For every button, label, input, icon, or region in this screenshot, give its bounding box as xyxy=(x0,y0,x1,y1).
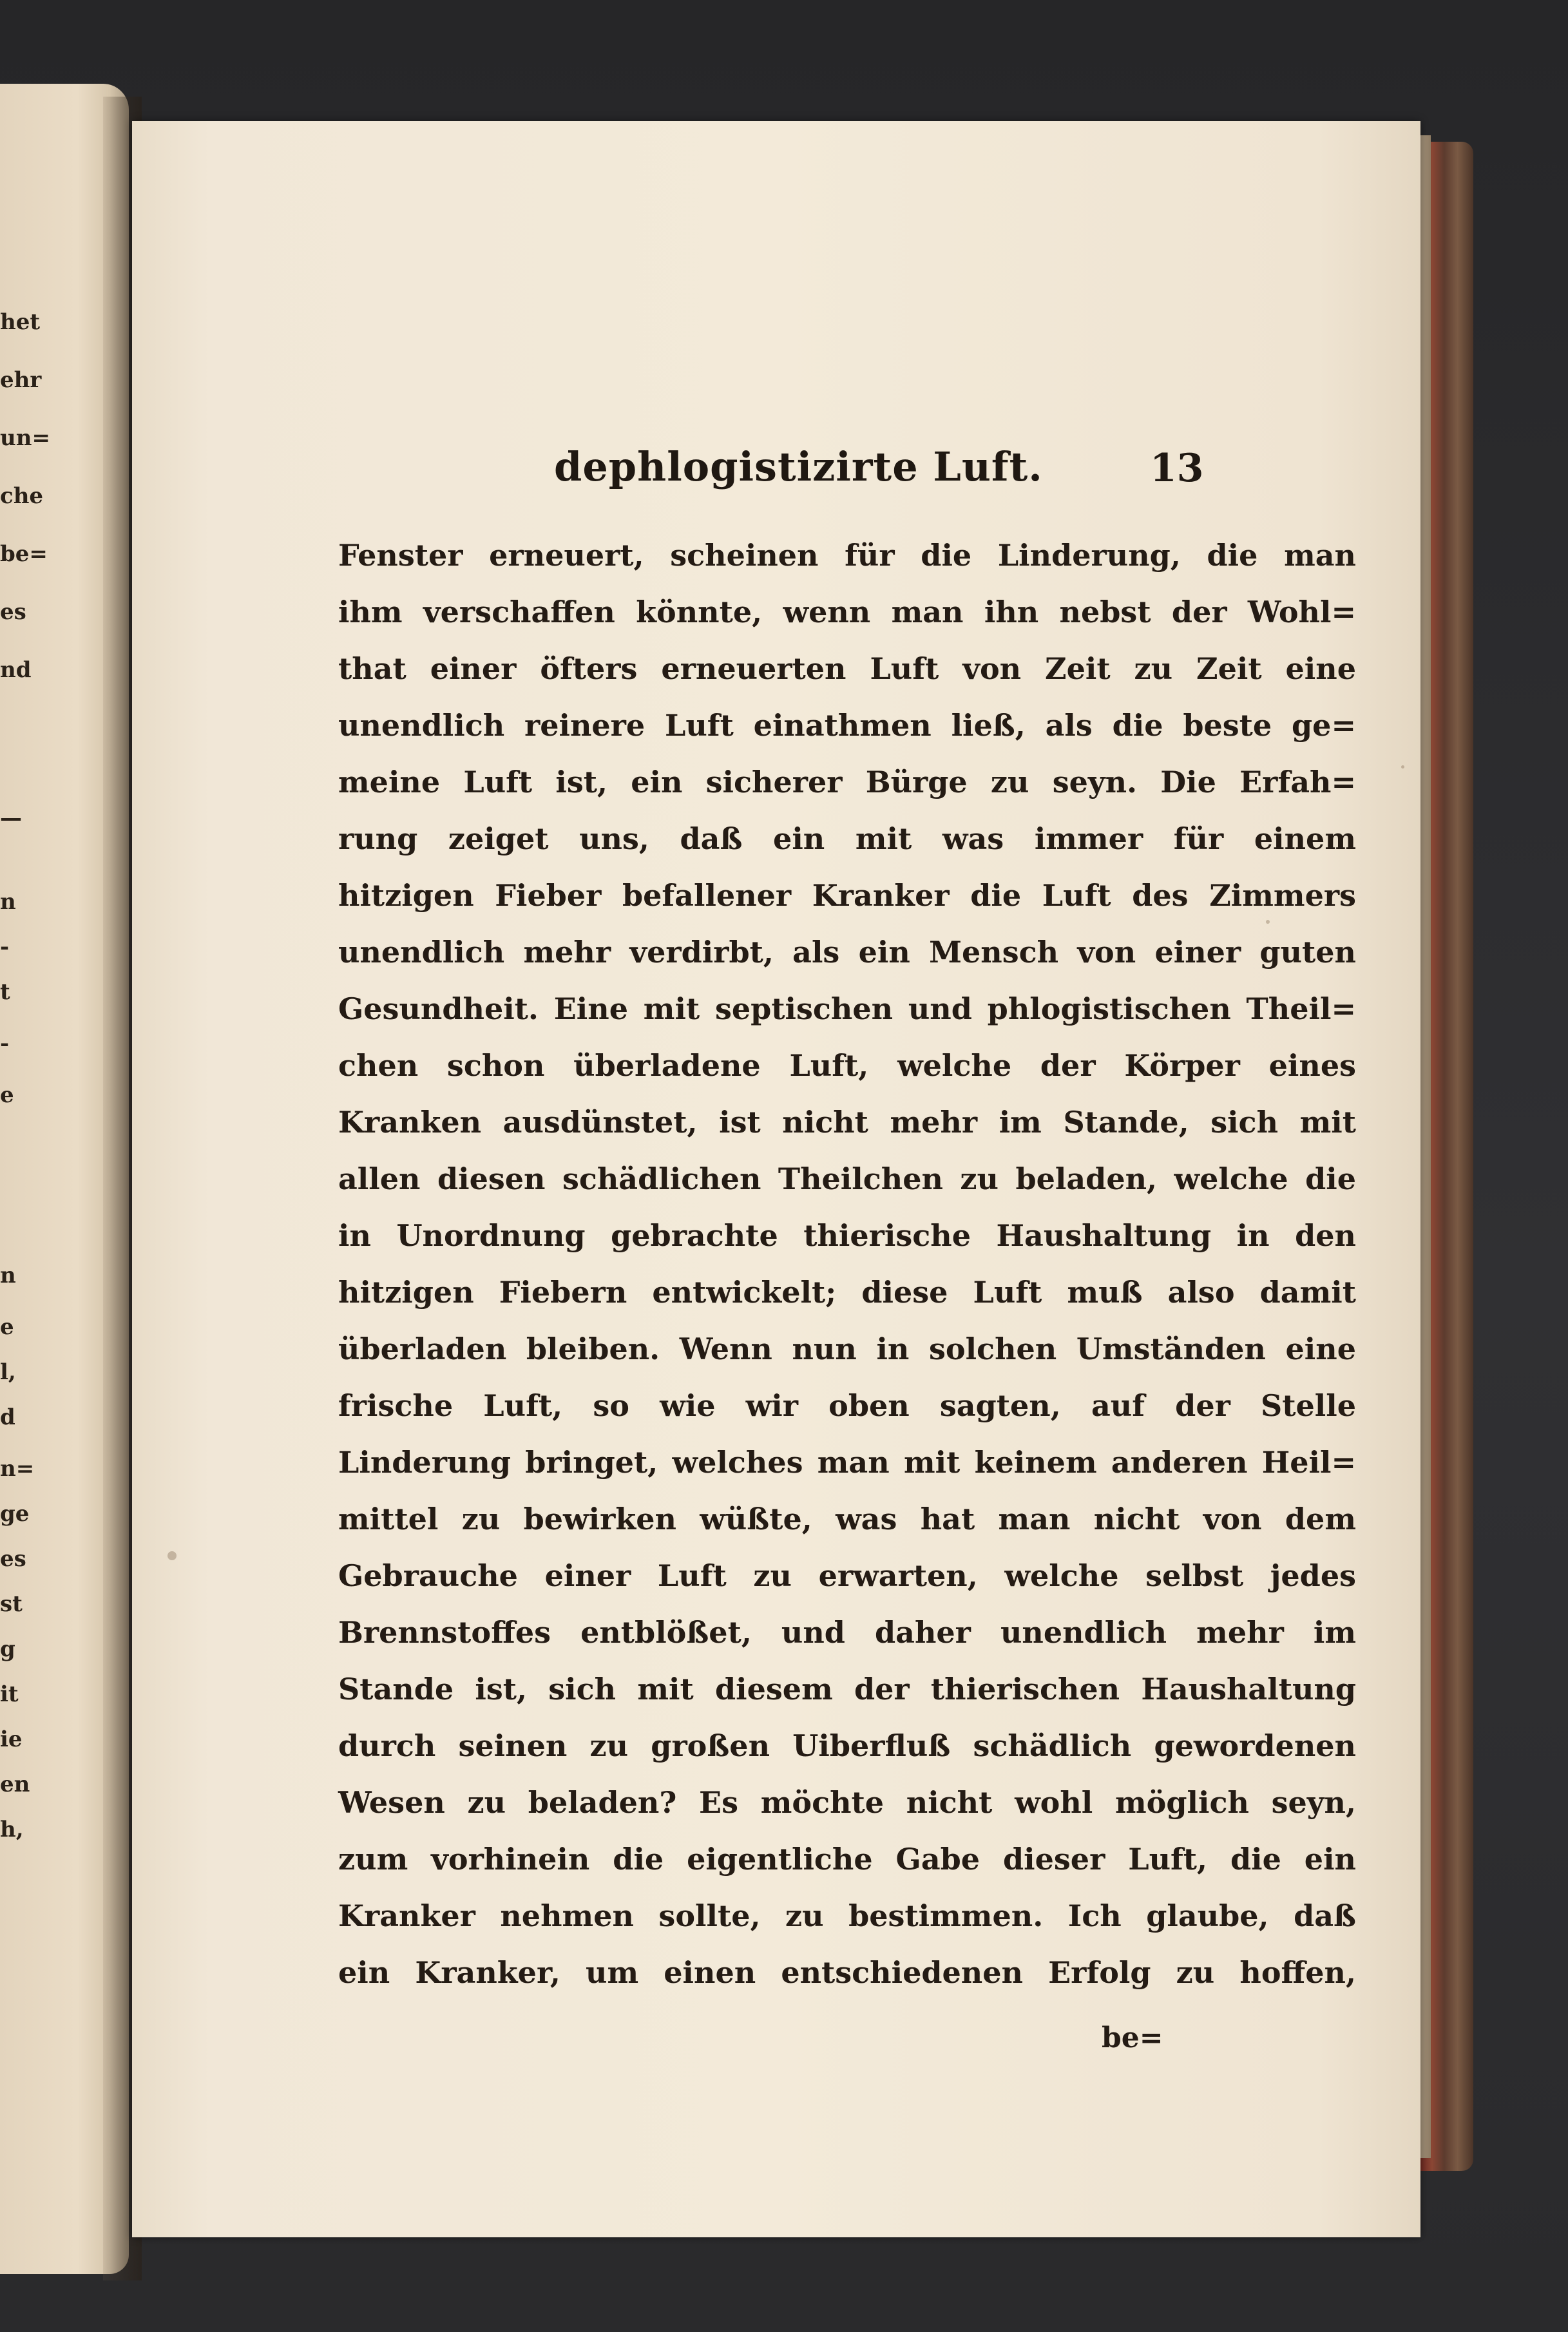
text-line: Gesundheit. Eine mit septischen und phlogistischen Theil= xyxy=(338,991,1356,1026)
facing-page-fragment: ge xyxy=(0,1501,30,1527)
facing-page-fragment: it xyxy=(0,1681,19,1707)
facing-page-fragment: - xyxy=(0,934,10,960)
text-line: Wesen zu beladen? Es möchte nicht wohl möglich seyn, xyxy=(338,1785,1356,1820)
facing-page-fragment: n= xyxy=(0,1456,35,1482)
page-number: 13 xyxy=(1150,446,1204,491)
text-line: rung zeiget uns, daß ein mit was immer für einem xyxy=(338,821,1356,856)
running-head xyxy=(132,443,1420,495)
text-line: zum vorhinein die eigentliche Gabe dieser Luft, die ein xyxy=(338,1842,1356,1877)
facing-page-fragment: che xyxy=(0,483,44,509)
text-line: chen schon überladene Luft, welche der Körper eines xyxy=(338,1048,1356,1083)
facing-page-fragment: - xyxy=(0,1031,10,1056)
facing-page-fragment: es xyxy=(0,599,26,625)
text-line: unendlich reinere Luft einathmen ließ, als die beste ge= xyxy=(338,708,1356,743)
text-line: that einer öfters erneuerten Luft von Zeit zu Zeit eine xyxy=(338,651,1356,686)
book-page xyxy=(132,121,1420,2237)
text-line: ihm verschaffen könnte, wenn man ihn nebst der Wohl= xyxy=(338,595,1356,629)
text-line: durch seinen zu großen Uiberfluß schädlich gewordenen xyxy=(338,1728,1356,1763)
text-line: überladen bleiben. Wenn nun in solchen Umständen eine xyxy=(338,1332,1356,1366)
text-line: Brennstoffes entblößet, und daher unendlich mehr im xyxy=(338,1615,1356,1650)
body-text xyxy=(338,527,1356,2001)
foxing-spot xyxy=(1266,920,1270,924)
text-line: meine Luft ist, ein sicherer Bürge zu seyn. Die Erfah= xyxy=(338,765,1356,799)
facing-page-fragment: — xyxy=(0,805,22,831)
text-line: Kranker nehmen sollte, zu bestimmen. Ich glaube, daß xyxy=(338,1898,1356,1933)
facing-page-fragment: l, xyxy=(0,1359,16,1385)
facing-page-fragment: e xyxy=(0,1314,14,1340)
facing-page-fragment: h, xyxy=(0,1817,24,1842)
facing-page-fragment: nd xyxy=(0,657,32,683)
text-line: Linderung bringet, welches man mit keinem anderen Heil= xyxy=(338,1445,1356,1480)
foxing-spot xyxy=(1401,765,1404,769)
running-title: dephlogistizirte Luft. xyxy=(554,443,1043,490)
facing-page-fragment: e xyxy=(0,1082,14,1108)
facing-page-fragment: n xyxy=(0,889,16,915)
facing-page-fragment: d xyxy=(0,1404,15,1430)
facing-page-fragment: g xyxy=(0,1636,15,1662)
facing-page-fragment: un= xyxy=(0,425,50,451)
text-line: unendlich mehr verdirbt, als ein Mensch von einer guten xyxy=(338,935,1356,970)
text-line: Fenster erneuert, scheinen für die Linderung, die man xyxy=(338,538,1356,573)
text-line: in Unordnung gebrachte thierische Haushaltung in den xyxy=(338,1218,1356,1253)
text-line: ein Kranker, um einen entschiedenen Erfolg zu hoffen, xyxy=(338,1955,1356,1990)
facing-page-fragment: n xyxy=(0,1263,16,1288)
text-line: allen diesen schädlichen Theilchen zu beladen, welche die xyxy=(338,1161,1356,1196)
text-line: hitzigen Fiebern entwickelt; diese Luft muß also damit xyxy=(338,1275,1356,1310)
text-line: mittel zu bewirken wüßte, was hat man nicht von dem xyxy=(338,1502,1356,1536)
facing-page-fragment: es xyxy=(0,1546,26,1572)
foxing-spot xyxy=(167,1551,177,1560)
text-line: frische Luft, so wie wir oben sagten, auf der Stelle xyxy=(338,1388,1356,1423)
text-line: Stande ist, sich mit diesem der thierischen Haushaltung xyxy=(338,1672,1356,1706)
text-line: Gebrauche einer Luft zu erwarten, welche selbst jedes xyxy=(338,1558,1356,1593)
text-line: hitzigen Fieber befallener Kranker die Luft des Zimmers xyxy=(338,878,1356,913)
facing-page-fragment: t xyxy=(0,979,10,1005)
facing-page-fragment: het xyxy=(0,309,41,335)
text-line: Kranken ausdünstet, ist nicht mehr im Stande, sich mit xyxy=(338,1105,1356,1140)
catchword: be= xyxy=(1102,2021,1163,2054)
facing-page-fragment: en xyxy=(0,1772,30,1797)
facing-page-fragment: st xyxy=(0,1591,23,1617)
facing-page-fragment: ie xyxy=(0,1726,23,1752)
facing-page-fragment: be= xyxy=(0,541,48,567)
facing-page-fragment: ehr xyxy=(0,367,42,393)
